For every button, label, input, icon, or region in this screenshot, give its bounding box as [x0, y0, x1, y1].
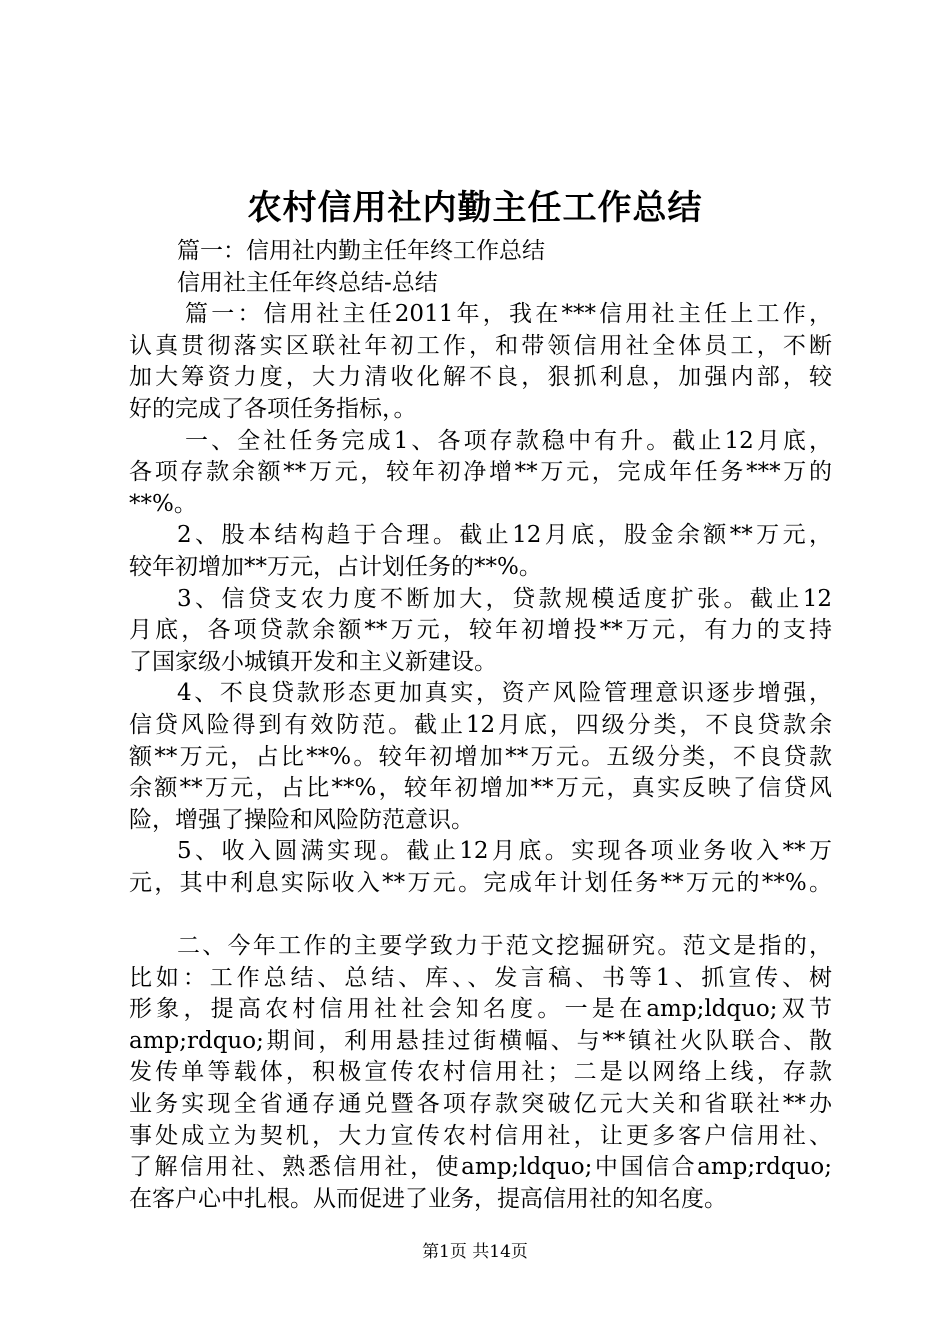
paragraph-line: 各项存款余额**万元，较年初净增**万元，完成年任务***万的: [129, 459, 832, 486]
blank-line: [129, 899, 832, 931]
paragraph-line: 险，增强了操险和风险防范意识。: [129, 806, 474, 833]
paragraph-line: 3、信贷支农力度不断加大，贷款规模适度扩张。截止12: [177, 585, 832, 612]
paragraph-line: 5、收入圆满实现。截止12月底。实现各项业务收入**万: [177, 838, 832, 865]
paragraph-line: 发传单等载体，积极宣传农村信用社；二是以网络上线，存款: [129, 1059, 832, 1086]
paragraph-line: 了解信用社、熟悉信用社，使amp;ldquo;中国信合amp;rdquo;: [129, 1154, 832, 1181]
paragraph-line: 业务实现全省通存通兑暨各项存款突破亿元大关和省联社**办: [129, 1091, 832, 1118]
paragraph-line: 较年初增加**万元，占计划任务的**%。: [129, 553, 542, 580]
paragraph-line: 余额**万元，占比**%，较年初增加**万元，真实反映了信贷风: [129, 775, 832, 802]
paragraph-line: amp;rdquo;期间，利用悬挂过街横幅、与**镇社火队联合、散: [129, 1027, 832, 1054]
paragraph-line: 事处成立为契机，大力宣传农村信用社，让更多客户信用社、: [129, 1122, 832, 1149]
paragraph-line: 2、股本结构趋于合理。截止12月底，股金余额**万元，: [177, 522, 832, 549]
document-title: 农村信用社内勤主任工作总结: [247, 188, 703, 228]
page-footer: 第1页 共14页: [422, 1242, 528, 1262]
subheading: 信用社主任年终总结-总结: [177, 269, 438, 296]
paragraph-line: 比如：工作总结、总结、库、、发言稿、书等1、抓宣传、树: [129, 964, 832, 991]
paragraph-line: 认真贯彻落实区联社年初工作，和带领信用社全体员工，不断: [129, 332, 832, 359]
document-body: [129, 236, 832, 1215]
paragraph-line: 加大筹资力度，大力清收化解不良，狠抓利息，加强内部，较: [129, 364, 832, 391]
paragraph-line: **%。: [129, 490, 197, 517]
paragraph-line: 在客户心中扎根。从而促进了业务，提高信用社的知名度。: [129, 1185, 727, 1212]
section-heading: 篇一：信用社内勤主任年终工作总结: [177, 238, 545, 264]
paragraph-line: 4、不良贷款形态更加真实，资产风险管理意识逐步增强，: [177, 680, 832, 707]
paragraph-line: 额**万元，占比**%。较年初增加**万元。五级分类，不良贷款: [129, 743, 832, 770]
paragraph-line: 好的完成了各项任务指标，。: [129, 395, 417, 422]
paragraph-line: 月底，各项贷款余额**万元，较年初增投**万元，有力的支持: [129, 617, 832, 644]
paragraph-line: 篇一：信用社主任2011年，我在***信用社主任上工作，: [185, 301, 832, 328]
paragraph-line: 形象，提高农村信用社社会知名度。一是在amp;ldquo;双节: [129, 996, 832, 1023]
paragraph-line: 信贷风险得到有效防范。截止12月底，四级分类，不良贷款余: [129, 711, 832, 738]
paragraph-line: 元，其中利息实际收入**万元。完成年计划任务**万元的**%。: [129, 869, 832, 896]
paragraph-line: 二、今年工作的主要学致力于范文挖掘研究。范文是指的，: [177, 933, 832, 960]
paragraph-line: 了国家级小城镇开发和主义新建设。: [129, 648, 497, 675]
paragraph-line: 一、全社任务完成1、各项存款稳中有升。截止12月底，: [185, 427, 832, 454]
